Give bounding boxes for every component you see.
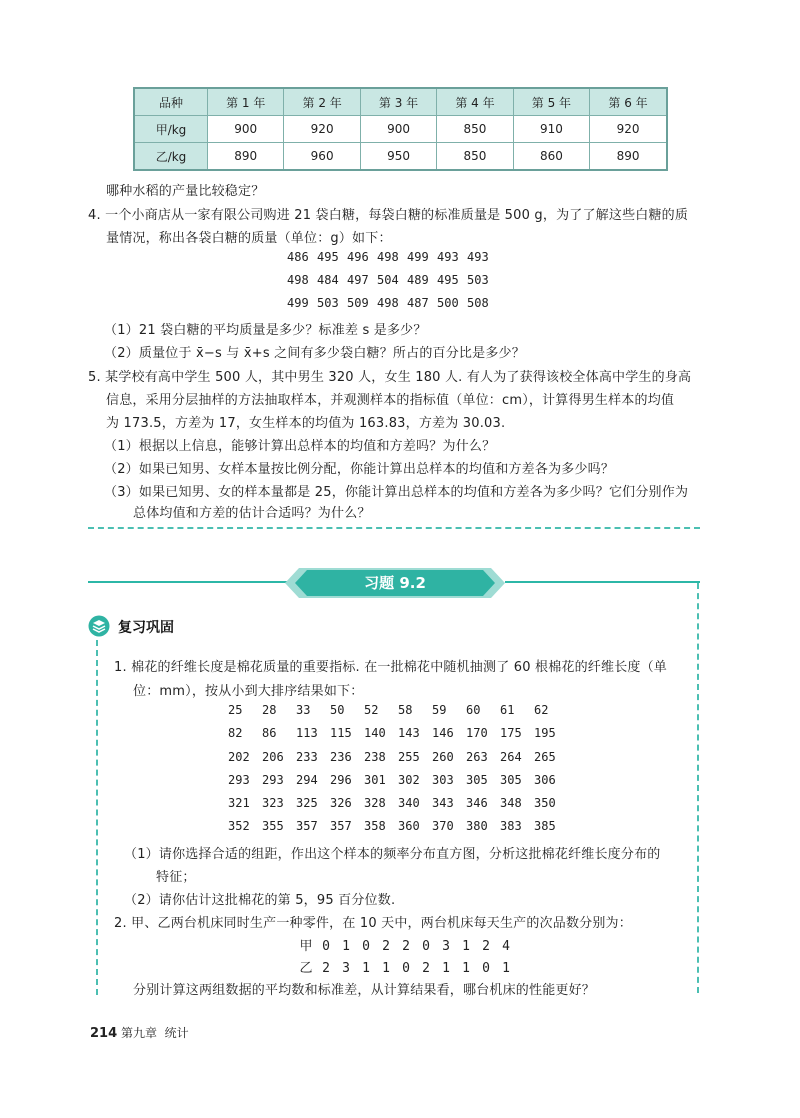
exercise-title: 习题 9.2 [364,574,426,592]
data-value: 350 [534,796,556,810]
data-value: 352 [228,819,250,833]
data-value: 265 [534,750,556,764]
table-cell: 900 [360,116,436,143]
data-value: 325 [296,796,318,810]
section-divider [88,527,700,529]
data-value: 508 [467,296,489,310]
data-value: 50 [330,703,345,717]
e1-line1: 1. 棉花的纤维长度是棉花质量的重要指标. 在一批棉花中随机抽测了 60 根棉花的纤维长度（单 [114,660,668,675]
e2-row-yi [296,957,516,976]
table-row-label: 乙/kg [134,143,208,171]
data-value: 0 [402,961,410,976]
data-value: 346 [466,796,488,810]
data-value: 370 [432,819,454,833]
data-value: 296 [330,773,352,787]
layers-icon [88,615,110,637]
data-value: 487 [407,296,429,310]
data-value: 52 [364,703,379,717]
q3-tail: 哪种水稻的产量比较稳定？ [106,184,265,199]
e1-data-row [228,819,568,833]
table-cell: 850 [437,116,513,143]
data-value: 33 [296,703,311,717]
data-value: 115 [330,726,352,740]
q4-data-row [287,273,497,287]
data-value: 293 [262,773,284,787]
data-value: 195 [534,726,556,740]
table-header-row [134,88,667,116]
data-value: 202 [228,750,250,764]
e1-sub1a: （1）请你选择合适的组距，作出这个样本的频率分布直方图，分析这批棉花纤维长度分布的 [124,847,661,862]
data-value: 343 [432,796,454,810]
row-label: 乙 [299,961,313,976]
q5-line2: 信息，采用分层抽样的方法抽取样本，并观测样本的指标值（单位：cm），计算得男生样本的均值 [106,393,675,408]
data-value: 498 [377,296,399,310]
e1-sub2: （2）请你估计这批棉花的第 5，95 百分位数. [124,893,396,908]
table-row-label: 甲/kg [134,116,208,143]
q5-line1: 5. 某学校有高中学生 500 人，其中男生 320 人，女生 180 人. 有人为了获得该校全体高中学生的身高 [88,370,692,385]
data-value: 0 [422,939,430,954]
data-value: 2 [482,939,490,954]
data-value: 499 [287,296,309,310]
data-value: 357 [330,819,352,833]
data-value: 0 [362,939,370,954]
e1-data-row [228,796,568,810]
data-value: 25 [228,703,243,717]
q5-line3: 为 173.5，方差为 17，女生样本的均值为 163.83，方差为 30.03. [106,416,506,431]
data-value: 263 [466,750,488,764]
table-cell: 900 [208,116,284,143]
q5-sub3a: （3）如果已知男、女的样本量都是 25，你能计算出总样本的均值和方差各为多少吗？它们分别作为 [104,485,689,500]
data-value: 1 [462,961,470,976]
data-value: 357 [296,819,318,833]
e1-data-row [228,726,568,740]
data-value: 380 [466,819,488,833]
data-value: 62 [534,703,549,717]
q4-line1: 4. 一个小商店从一家有限公司购进 21 袋白糖，每袋白糖的标准质量是 500 g，为了了解这些白糖的质 [88,208,689,223]
chapter-label: 第九章 [120,1026,157,1040]
data-value: 323 [262,796,284,810]
header-band-left [88,581,298,583]
q4-data-row [287,250,497,264]
data-value: 59 [432,703,447,717]
data-value: 348 [500,796,522,810]
data-value: 355 [262,819,284,833]
data-value: 2 [402,939,410,954]
data-value: 28 [262,703,277,717]
q4-sub2: （2）质量位于 x̄−s 与 x̄+s 之间有多少袋白糖？所占的百分比是多少？ [104,346,525,361]
table-cell: 860 [513,143,589,171]
data-value: 493 [467,250,489,264]
row-label: 甲 [299,939,313,954]
data-value: 294 [296,773,318,787]
data-value: 170 [466,726,488,740]
e1-line2: 位：mm），按从小到大排序结果如下： [133,684,364,699]
page-footer [90,1024,189,1041]
table-cell: 850 [437,143,513,171]
data-value: 498 [377,250,399,264]
data-value: 302 [398,773,420,787]
data-value: 1 [442,961,450,976]
data-value: 303 [432,773,454,787]
table-header-cell: 第 6 年 [590,88,667,116]
data-value: 301 [364,773,386,787]
table-row [134,143,667,171]
data-value: 495 [437,273,459,287]
q5-sub1: （1）根据以上信息，能够计算出总样本的均值和方差吗？为什么？ [104,439,496,454]
data-value: 1 [462,939,470,954]
data-value: 233 [296,750,318,764]
data-value: 498 [287,273,309,287]
data-value: 340 [398,796,420,810]
q4-data-row [287,296,497,310]
data-value: 328 [364,796,386,810]
data-value: 1 [502,961,510,976]
data-value: 2 [322,961,330,976]
table-cell: 950 [360,143,436,171]
page-number: 214 [90,1026,118,1041]
q5-sub2: （2）如果已知男、女样本量按比例分配，你能计算出总样本的均值和方差各为多少吗？ [104,462,615,477]
chapter-title: 统计 [164,1026,189,1040]
header-band-right [505,581,700,583]
data-value: 4 [502,939,510,954]
table-row [134,116,667,143]
table-cell: 890 [208,143,284,171]
data-value: 3 [342,961,350,976]
data-value: 0 [482,961,490,976]
data-value: 260 [432,750,454,764]
data-value: 236 [330,750,352,764]
data-value: 2 [422,961,430,976]
e1-data-row [228,703,568,717]
data-value: 500 [437,296,459,310]
data-value: 497 [347,273,369,287]
q4-line2: 量情况，称出各袋白糖的质量（单位：g）如下： [106,231,392,246]
table-header-cell: 第 4 年 [437,88,513,116]
data-value: 206 [262,750,284,764]
data-value: 140 [364,726,386,740]
data-value: 3 [442,939,450,954]
data-value: 326 [330,796,352,810]
table-header-cell: 第 5 年 [513,88,589,116]
data-value: 499 [407,250,429,264]
data-value: 305 [500,773,522,787]
data-value: 358 [364,819,386,833]
data-value: 143 [398,726,420,740]
left-dashed-border [96,640,98,995]
table-cell: 890 [590,143,667,171]
e2-tail: 分别计算这两组数据的平均数和标准差，从计算结果看，哪台机床的性能更好？ [133,983,596,998]
data-value: 61 [500,703,515,717]
data-value: 489 [407,273,429,287]
table-header-cell: 第 3 年 [360,88,436,116]
data-value: 293 [228,773,250,787]
data-value: 484 [317,273,339,287]
table-header-cell: 品种 [134,88,208,116]
data-value: 58 [398,703,413,717]
table-cell: 920 [284,116,360,143]
data-value: 175 [500,726,522,740]
data-value: 238 [364,750,386,764]
data-value: 486 [287,250,309,264]
data-value: 1 [342,939,350,954]
data-value: 2 [382,939,390,954]
e1-data-row [228,750,568,764]
e1-data-row [228,773,568,787]
table-cell: 920 [590,116,667,143]
data-value: 504 [377,273,399,287]
e2-line1: 2. 甲、乙两台机床同时生产一种零件，在 10 天中，两台机床每天生产的次品数分别为： [114,916,632,931]
right-dashed-border [697,583,699,993]
table-header-cell: 第 1 年 [208,88,284,116]
data-value: 496 [347,250,369,264]
data-value: 113 [296,726,318,740]
q4-sub1: （1）21 袋白糖的平均质量是多少？标准差 s 是多少？ [104,323,427,338]
e2-row-jia [296,935,516,954]
data-value: 495 [317,250,339,264]
table-cell: 960 [284,143,360,171]
data-value: 305 [466,773,488,787]
table-cell: 910 [513,116,589,143]
data-value: 255 [398,750,420,764]
yield-table [133,87,668,171]
q5-sub3b: 总体均值和方差的估计合适吗？为什么？ [133,506,371,521]
data-value: 509 [347,296,369,310]
exercise-title-banner [285,568,505,598]
table-header-cell: 第 2 年 [284,88,360,116]
data-value: 383 [500,819,522,833]
data-value: 503 [467,273,489,287]
data-value: 0 [322,939,330,954]
section-title: 复习巩固 [118,620,174,636]
data-value: 385 [534,819,556,833]
data-value: 146 [432,726,454,740]
data-value: 493 [437,250,459,264]
data-value: 86 [262,726,277,740]
e1-sub1b: 特征； [156,870,196,885]
data-value: 1 [382,961,390,976]
data-value: 503 [317,296,339,310]
data-value: 321 [228,796,250,810]
data-value: 360 [398,819,420,833]
data-value: 60 [466,703,481,717]
data-value: 306 [534,773,556,787]
data-value: 264 [500,750,522,764]
data-value: 1 [362,961,370,976]
data-value: 82 [228,726,243,740]
